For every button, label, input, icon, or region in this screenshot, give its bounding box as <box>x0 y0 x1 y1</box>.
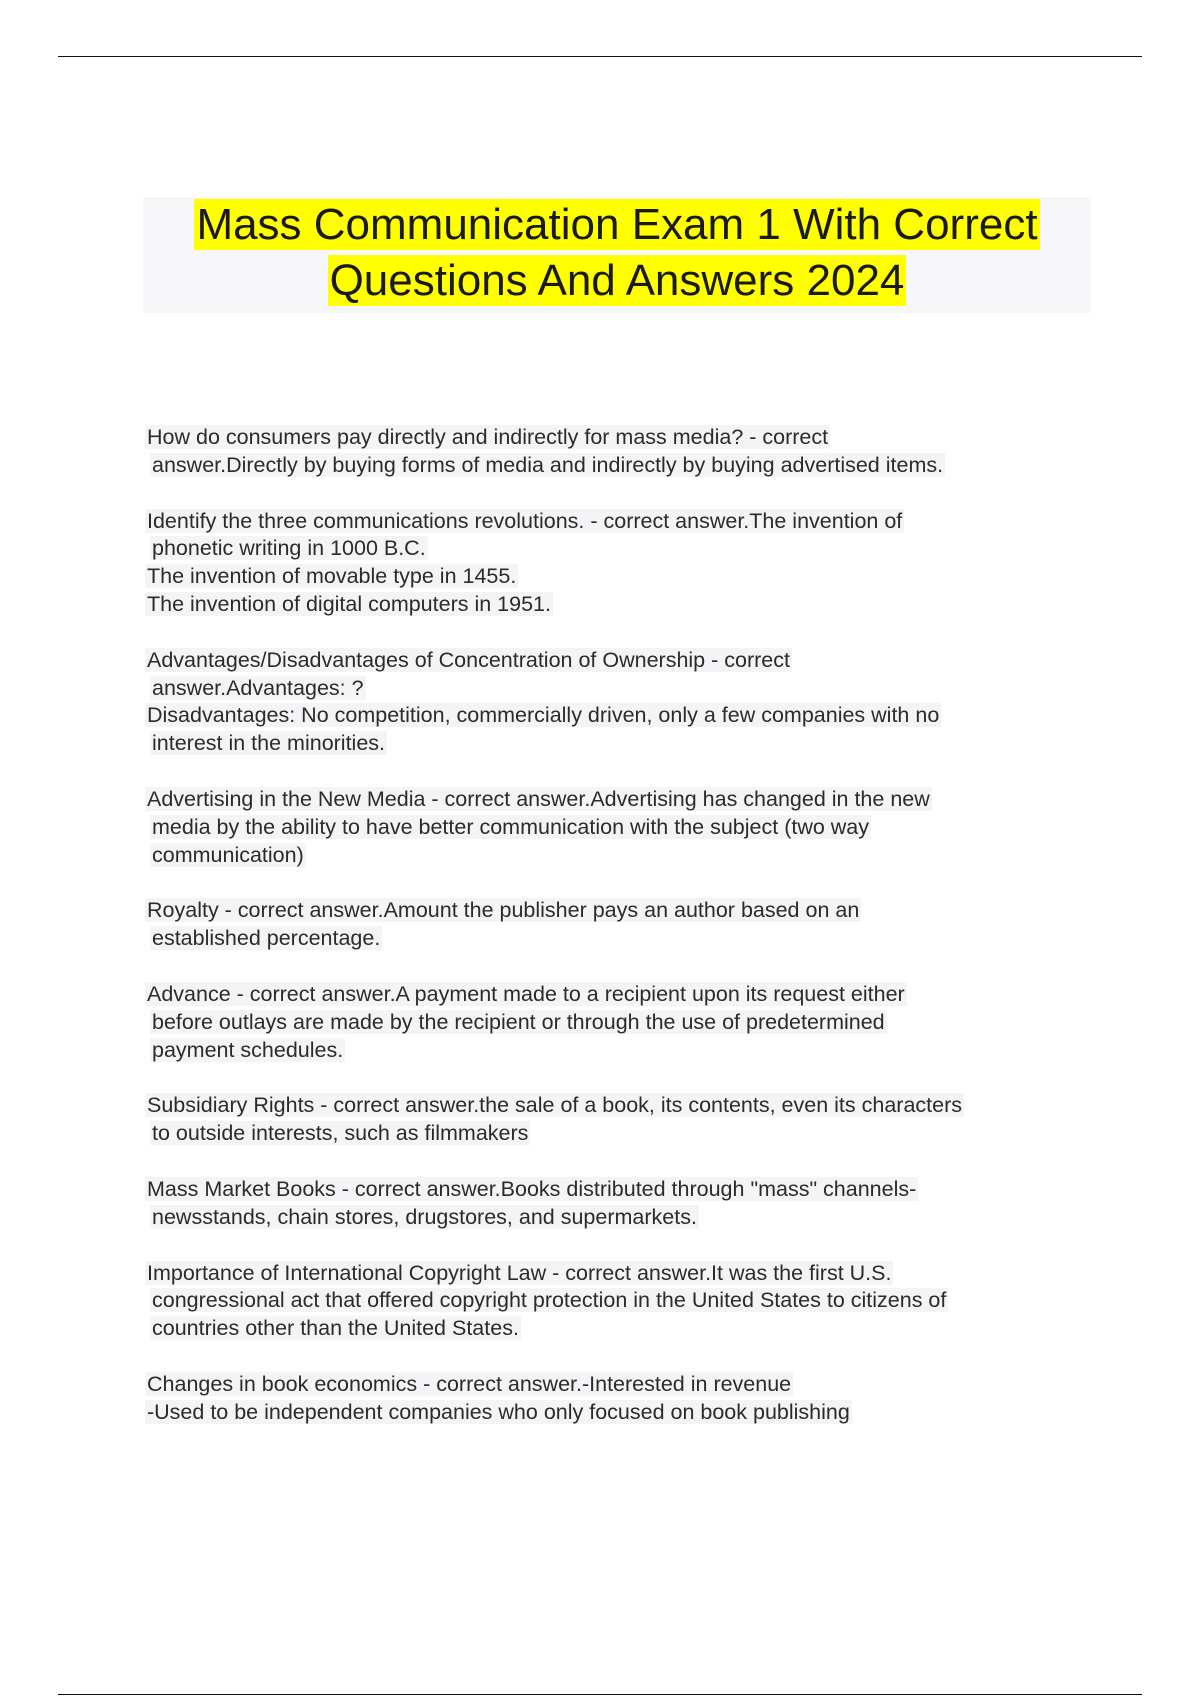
qa-line: -Used to be independent companies who only focused on book publishing <box>147 1399 850 1424</box>
qa-line: congressional act that offered copyright protection in the United States to citizens of <box>152 1288 947 1313</box>
qa-item <box>145 424 1095 480</box>
qa-line: Changes in book economics - correct answer.-Interested in revenue <box>147 1371 792 1396</box>
qa-line: media by the ability to have better communication with the subject (two way <box>152 814 870 839</box>
qa-line: to outside interests, such as filmmakers <box>152 1121 529 1146</box>
qa-line: How do consumers pay directly and indirectly for mass media? - correct <box>147 425 829 449</box>
qa-item <box>145 786 1095 869</box>
qa-item <box>145 981 1095 1064</box>
top-divider <box>58 56 1142 57</box>
qa-line: answer.Directly by buying forms of media and indirectly by buying advertised items. <box>152 452 944 477</box>
qa-line: Disadvantages: No competition, commercially driven, only a few companies with no <box>147 703 940 728</box>
qa-line: The invention of movable type in 1455. <box>147 564 517 589</box>
title-line: Mass Communication Exam 1 With Correct <box>196 200 1038 249</box>
qa-line: before outlays are made by the recipient or through the use of predetermined <box>152 1009 885 1034</box>
qa-line: payment schedules. <box>152 1037 344 1062</box>
qa-item <box>145 1092 1095 1148</box>
qa-line: Advantages/Disadvantages of Concentration of Ownership - correct <box>147 647 790 672</box>
qa-item <box>145 508 1095 619</box>
qa-list <box>145 424 1095 1455</box>
qa-line: Identify the three communications revolutions. - correct answer.The invention of <box>147 508 903 533</box>
qa-line: Mass Market Books - correct answer.Books distributed through "mass" channels- <box>147 1176 917 1201</box>
qa-line: Royalty - correct answer.Amount the publisher pays an author based on an <box>147 898 860 923</box>
qa-item <box>145 1176 1095 1232</box>
qa-line: established percentage. <box>152 926 381 951</box>
qa-line: The invention of digital computers in 1951. <box>147 591 551 616</box>
qa-line: answer.Advantages: ? <box>152 675 364 700</box>
qa-line: phonetic writing in 1000 B.C. <box>152 536 426 561</box>
qa-line: Advertising in the New Media - correct answer.Advertising has changed in the new <box>147 786 930 811</box>
qa-line: interest in the minorities. <box>152 731 386 756</box>
qa-line: Subsidiary Rights - correct answer.the sale of a book, its contents, even its characters <box>147 1093 962 1118</box>
document-title <box>143 197 1091 313</box>
qa-item <box>145 647 1095 758</box>
qa-item <box>145 1260 1095 1343</box>
qa-line: Importance of International Copyright Law - correct answer.It was the first U.S. <box>147 1260 892 1285</box>
qa-line: communication) <box>152 842 304 867</box>
qa-line: Advance - correct answer.A payment made to a recipient upon its request either <box>147 981 905 1006</box>
qa-item <box>145 897 1095 953</box>
bottom-divider <box>58 1694 1142 1695</box>
qa-line: newsstands, chain stores, drugstores, and supermarkets. <box>152 1204 697 1229</box>
qa-item <box>145 1371 1095 1427</box>
title-line: Questions And Answers 2024 <box>329 256 905 305</box>
qa-line: countries other than the United States. <box>152 1316 519 1341</box>
